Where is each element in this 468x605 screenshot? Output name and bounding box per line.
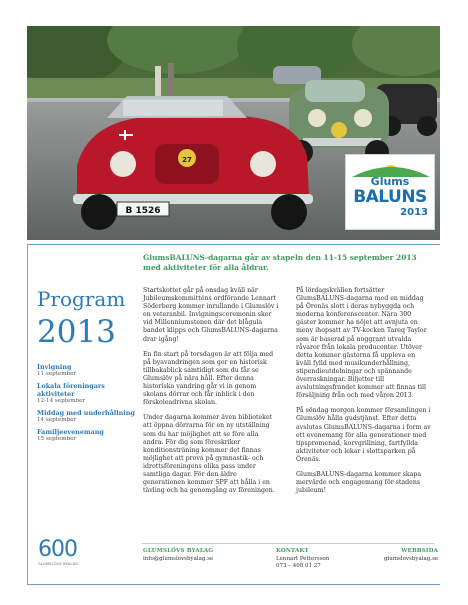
footer-contact-phone[interactable]: 073 – 408 01 27 [276, 563, 321, 569]
pedestrian [155, 66, 161, 96]
footer-email-link[interactable]: info@glumslovsbyalag.se [143, 555, 214, 562]
license-plate: B 1526 [125, 206, 161, 216]
badge-year: 2013 [400, 207, 428, 218]
top-divider [27, 244, 440, 245]
program-title: Program [37, 287, 126, 311]
body-column-1 [143, 287, 279, 502]
event-date: 11 september [37, 371, 77, 377]
body-paragraph: På lördagskvällen fortsätter GlumsBALUNS-dagarna med en middag på Örenäs slott i deras nybyggda och moderna konferenscenter. Nära 300 gäster kommer ha nöjet att avnjuta en meny ihopsatt av TV-kocken Tareq Taylor som är baserad på noggrant utvalda råvaror från lokala producenter. Utöver detta kommer gästerna få uppleva en kväll fylld med musikunderhållning, stipendieutdelningar och spännande överraskningar. Biljetter till avslutningsfrandet kommer att finnas till försäljning från och med våren 2013. [296, 287, 427, 400]
footer-website [384, 548, 438, 563]
event-title: Invigning [37, 363, 72, 371]
event-title: Lokala föreningars aktiviteter [37, 382, 105, 398]
body-paragraph: På söndag morgon kommer församlingen i Glumslöv hålla gudstjänst. Efter detta avslutas GlumsBALUNS-dagarna i form av ett evenemang för alla generationer med tipspromenad, korvgrillning, fartfyllda aktiviteter och lekar i slottsparken på Örenäs. [296, 407, 431, 463]
footer-web-label: WEBBSIDA [401, 548, 439, 554]
body-paragraph: En fin start på torsdagen är att följa med på byavandringen som ger en historisk tillbakablick samtidigt som du får se Glumslöv på nära håll. Efter denna historiska vandring går vi in genom skolans dörrar och får inblick i den förskoleadrivna skolan. [143, 350, 274, 407]
bottom-divider [27, 584, 440, 585]
rally-number: 27 [182, 156, 192, 164]
event-list [37, 363, 137, 447]
body-column-2 [296, 287, 432, 502]
event-item [37, 428, 137, 443]
event-item [37, 409, 137, 424]
event-item [37, 382, 137, 405]
badge-line2: BALUNS [353, 187, 427, 207]
footer-contact-name: Lennart Pettersson [276, 555, 330, 562]
footer-contact [276, 548, 329, 571]
footer-divider [142, 543, 434, 544]
pedestrian [168, 63, 174, 96]
footer-contact-label: KONTAKT [276, 548, 309, 554]
footer-web-link[interactable]: glumslovsbyalag.se [384, 555, 439, 562]
left-divider [27, 244, 28, 584]
anniversary-number: 600 [38, 537, 77, 562]
event-date: 12-14 september [37, 398, 86, 404]
body-paragraph: Under dagarna kommer även biblioteket att öppna dörrarna för en ny utställning som du har möjlighet att se före alla andra. För dig som föreskriker konditionsträning kommer det finnas möjlighet att prova på gymnastik- och idrottsföreningens olika pass under samtliga dagar. För den äldre generationen kommer SPF att hålla i en tävling och ha genomgång av föreningen. [143, 414, 275, 495]
event-date: 14 september [37, 417, 77, 423]
body-paragraph: GlumsBALUNS-dagarna kommer skapa mervärde och engagemang för stadens jubileum! [296, 470, 422, 495]
event-item [37, 363, 137, 378]
event-title: Familjeevenemang [37, 428, 104, 436]
anniversary-tagline: GLUMSLÖVS BYALAG [38, 562, 79, 566]
footer-organization [143, 548, 213, 563]
footer-org-label: GLUMSLÖVS BYALAG [143, 548, 214, 554]
event-title: Middag med underhållning [37, 409, 135, 417]
glumsbaluns-logo [345, 154, 435, 230]
program-year: 2013 [37, 314, 116, 350]
sun-hill-icon [346, 155, 436, 177]
event-date: 15 september [37, 436, 77, 442]
badge-line1: Glums [370, 175, 410, 188]
intro-text: GlumsBALUNS-dagarna går av stapeln den 11-15 september 2013 med aktiviteter för alla åldrar. [143, 253, 417, 272]
anniversary-logo [38, 538, 100, 572]
body-paragraph: Startskottet går på onsdag kväll när Jubileumskommitténs ordförande Lennart Söderberg kommer inrullande i Glumslöv i en veteranbil. Invigningsceremonin sker vid Millenniumstenen där det blågula bandet klipps och GlumsBALUNS-dagarna drar igång! [143, 287, 279, 343]
